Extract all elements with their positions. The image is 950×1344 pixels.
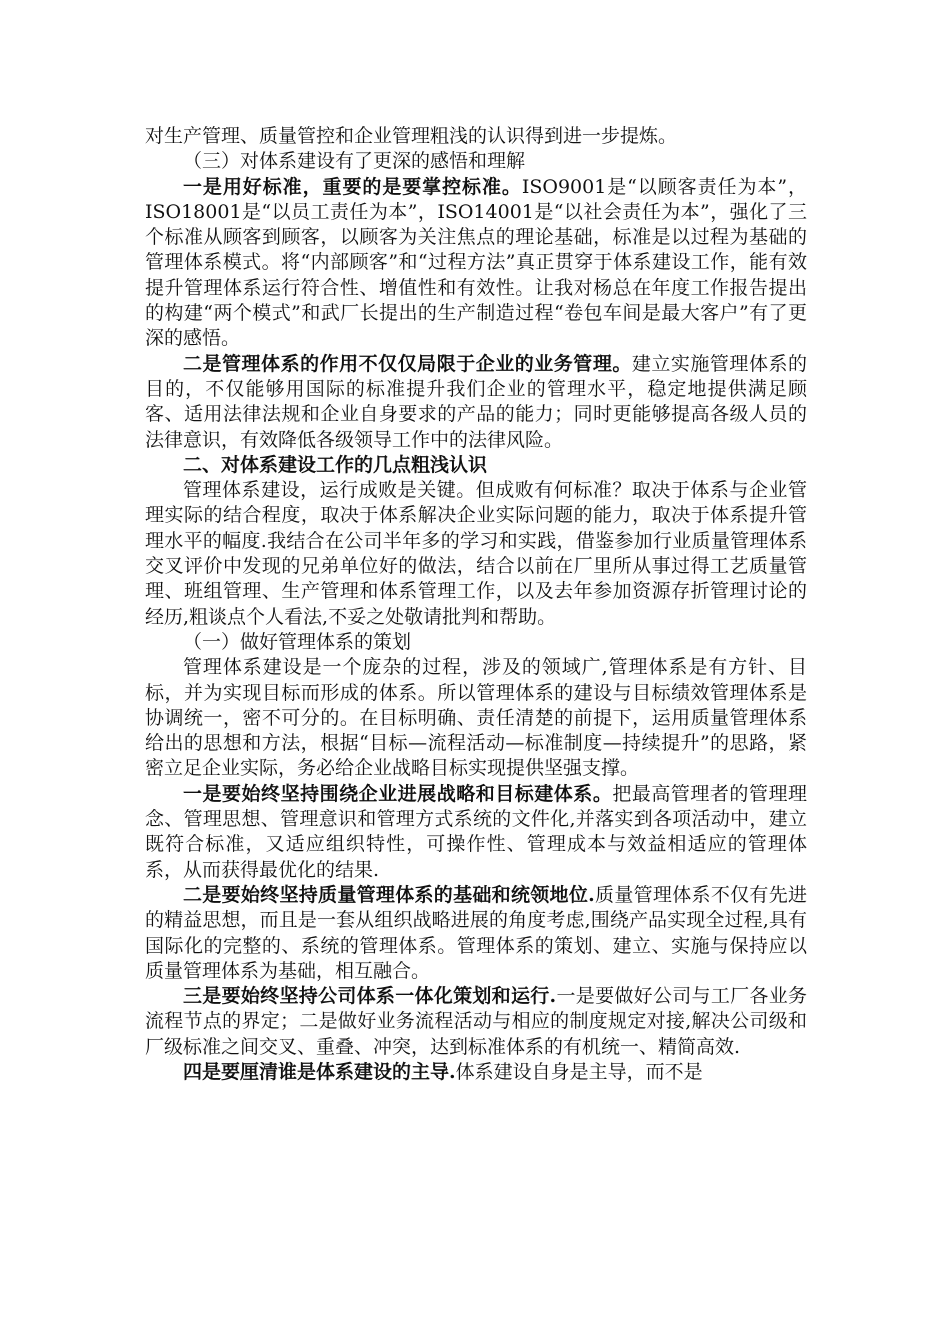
paragraph-system-role [145,352,807,453]
paragraph-point-2 [145,883,807,984]
paragraph-text: 一是要做好公司与工厂各业务流程节点的界定；二是做好业务流程活动与相应的制度规定对接,解决公司级和厂级标准之间交叉、重叠、冲突，达到标准体系的有机统一、精简高效. [145,985,807,1058]
paragraph-lead-bold: 一是用好标准，重要的是要掌控标准。 [183,175,522,198]
paragraph-point-3 [145,984,807,1060]
paragraph-point-1 [145,782,807,883]
paragraph-lead-bold: 四是要厘清谁是体系建设的主导. [183,1060,456,1083]
document-body [145,124,807,1085]
paragraph-text: 把最高管理者的管理理念、管理思想、管理意识和管理方式系统的文件化,并落实到各项活动中，建立既符合标准，又适应组织特性，可操作性、管理成本与效益相适应的管理体系，从而获得最优化的结果. [145,782,807,881]
section-heading-text: 二、对体系建设工作的几点粗浅认识 [183,453,488,476]
paragraph-point-4 [145,1060,807,1085]
paragraph-text: 建立实施管理体系的目的，不仅能够用国际的标准提升我们企业的管理水平，稳定地提供满足顾客、适用法律法规和企业自身要求的产品的能力；同时更能够提高各级人员的法律意识，有效降低各级领导工作中的法律风险。 [145,352,807,451]
subsection-heading-3 [145,149,807,174]
paragraph-text: 管理体系建设，运行成败是关键。但成败有何标准？取决于体系与企业管理实际的结合程度，取决于体系解决企业实际问题的能力，取决于体系提升管理水平的幅度.我结合在公司半年多的学习和实践，借鉴参加行业质量管理体系交叉评价中发现的兄弟单位好的做法，结合以前在厂里所从事过得工艺质量管理、班组管理、生产管理和体系管理工作，以及去年参加资源存折管理讨论的经历,粗谈点个人看法,不妥之处敬请批判和帮助。 [145,479,807,628]
paragraph-text: ISO9001是“以顾客责任为本”，ISO18001是“以员工责任为本”，ISO14001是“以社会责任为本”，强化了三个标准从顾客到顾客，以顾客为关注焦点的理论基础，标准是以过程为基础的管理体系模式。将“内部顾客”和“过程方法”真正贯穿于体系建设工作，能有效提升管理体系运行符合性、增值性和有效性。让我对杨总在年度工作报告提出的构建“两个模式”和武厂长提出的生产制造过程“卷包车间是最大客户”有了更深的感悟。 [145,175,807,350]
paragraph-lead-bold: 一是要始终坚持围绕企业进展战略和目标建体系。 [183,782,613,805]
paragraph-standards [145,175,807,352]
paragraph-intro [145,478,807,630]
paragraph-continuation [145,124,807,149]
section-heading-2 [145,453,807,478]
paragraph-text: 对生产管理、质量管控和企业管理粗浅的认识得到进一步提炼。 [145,125,678,147]
subsection-heading-1 [145,630,807,655]
paragraph-text: 管理体系建设是一个庞杂的过程，涉及的领域广,管理体系是有方针、目标，并为实现目标而形成的体系。所以管理体系的建设与目标绩效管理体系是协调统一，密不可分的。在目标明确、责任清楚的前提下，运用质量管理体系给出的思想和方法，根据“目标—流程活动—标准制度—持续提升”的思路，紧密立足企业实际，务必给企业战略目标实现提供坚强支撑。 [145,656,807,780]
paragraph-planning [145,655,807,781]
paragraph-lead-bold: 二是要始终坚持质量管理体系的基础和统领地位. [183,883,595,906]
paragraph-text: 体系建设自身是主导，而不是 [455,1060,703,1083]
subsection-heading-text: （一）做好管理体系的策划 [183,630,412,653]
paragraph-lead-bold: 三是要始终坚持公司体系一体化策划和运行. [183,985,557,1008]
paragraph-lead-bold: 二是管理体系的作用不仅仅局限于企业的业务管理。 [183,352,632,375]
subsection-heading-text: （三）对体系建设有了更深的感悟和理解 [183,150,526,173]
paragraph-text: 质量管理体系不仅有先进的精益思想，而且是一套从组织战略进展的角度考虑,围绕产品实现全过程,具有国际化的完整的、系统的管理体系。管理体系的策划、建立、实施与保持应以质量管理体系为基础，相互融合。 [145,883,807,982]
